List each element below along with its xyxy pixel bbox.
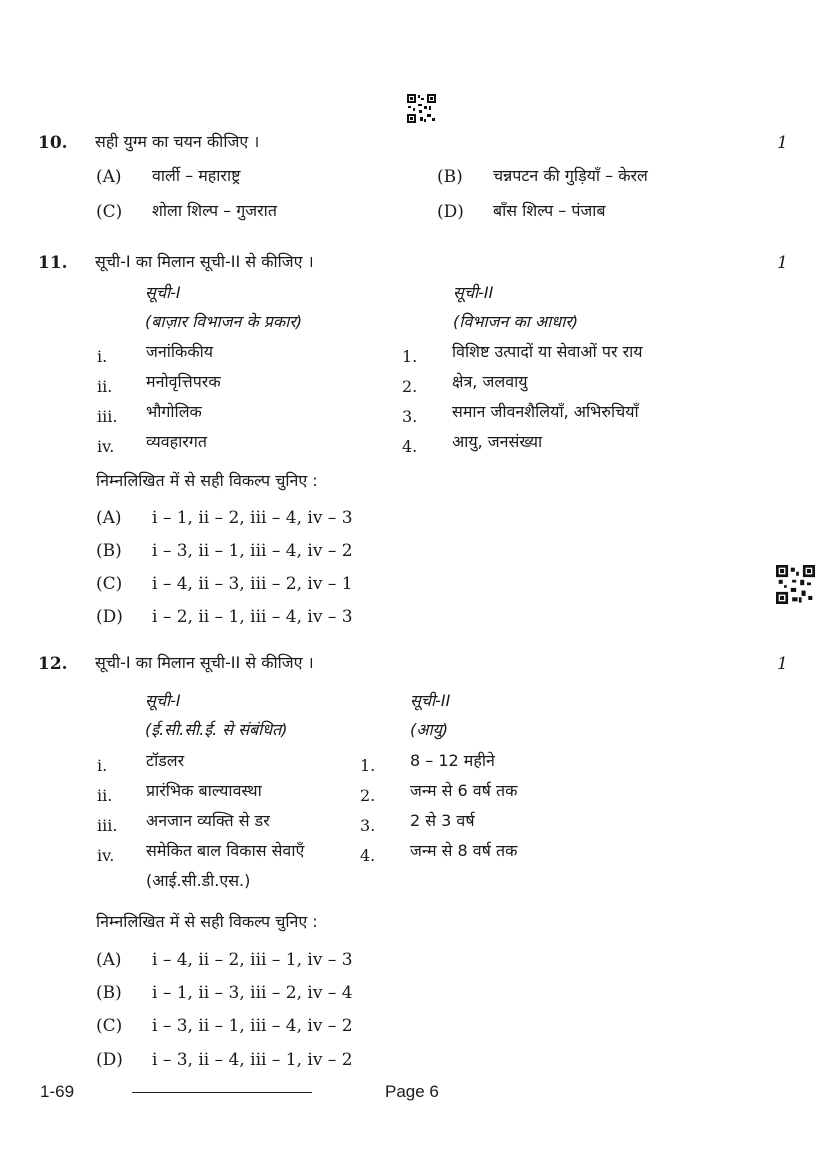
q12-option-c-label: (C) xyxy=(96,1016,123,1036)
q11-list1-title: सूची-I xyxy=(145,283,181,302)
q12-list1-title: सूची-I xyxy=(145,691,181,710)
q12-list1-num: i. xyxy=(97,756,108,775)
q10-option-b-text: चन्नपटन की गुड़ियाँ – केरल xyxy=(493,166,648,185)
q11-option-d-label: (D) xyxy=(96,607,123,627)
q11-list1-item: व्यवहारगत xyxy=(146,432,207,451)
q11-list1-num: iv. xyxy=(97,437,115,456)
q11-list2-num: 1. xyxy=(402,347,418,366)
q12-list1-item: अनजान व्यक्ति से डर xyxy=(146,811,270,830)
q11-list1-item: भौगोलिक xyxy=(146,402,202,421)
q12-option-b-label: (B) xyxy=(96,983,122,1003)
q10-marks: 1 xyxy=(777,133,788,153)
q12-option-d-label: (D) xyxy=(96,1050,123,1070)
q12-list2-item: जन्म से 6 वर्ष तक xyxy=(410,781,518,800)
q11-option-a-text: i – 1, ii – 2, iii – 4, iv – 3 xyxy=(152,508,353,528)
q11-option-b-text: i – 3, ii – 1, iii – 4, iv – 2 xyxy=(152,541,353,561)
q11-list2-item: क्षेत्र, जलवायु xyxy=(452,372,528,391)
q10-option-d-label: (D) xyxy=(437,202,464,222)
q11-list2-subtitle: (विभाजन का आधार) xyxy=(453,312,579,331)
q11-option-c-text: i – 4, ii – 3, iii – 2, iv – 1 xyxy=(152,574,353,594)
q11-instruction: निम्नलिखित में से सही विकल्प चुनिए : xyxy=(96,471,318,490)
q10-question-text: सही युग्म का चयन कीजिए । xyxy=(95,132,260,151)
q12-option-d-text: i – 3, ii – 4, iii – 1, iv – 2 xyxy=(152,1050,353,1070)
q12-list1-item: समेकित बाल विकास सेवाएँ xyxy=(146,841,305,860)
q12-option-b-text: i – 1, ii – 3, iii – 2, iv – 4 xyxy=(152,983,353,1003)
q11-list2-num: 4. xyxy=(402,437,418,456)
q12-option-a-text: i – 4, ii – 2, iii – 1, iv – 3 xyxy=(152,950,353,970)
q11-marks: 1 xyxy=(777,253,788,273)
q10-option-a-text: वार्ली – महाराष्ट्र xyxy=(152,166,241,185)
q11-list1-num: i. xyxy=(97,347,108,366)
q12-list1-subtitle: (ई.सी.सी.ई. से संबंधित) xyxy=(145,720,288,739)
qr-code-top xyxy=(407,94,436,123)
q10-option-a-label: (A) xyxy=(96,167,122,187)
q12-list1-item: टॉडलर xyxy=(146,751,185,770)
qr-code-side xyxy=(776,565,815,604)
footer-paper-code: 1-69 xyxy=(40,1082,75,1101)
q11-list1-subtitle: (बाज़ार विभाजन के प्रकार) xyxy=(145,312,303,331)
q11-list2-num: 2. xyxy=(402,377,418,396)
q11-option-c-label: (C) xyxy=(96,574,123,594)
q11-option-d-text: i – 2, ii – 1, iii – 4, iv – 3 xyxy=(152,607,353,627)
q11-list1-item: जनांकिकीय xyxy=(146,342,214,361)
q12-list2-item: 2 से 3 वर्ष xyxy=(410,811,475,830)
q12-list1-item-continuation: (आई.सी.डी.एस.) xyxy=(146,871,251,890)
q11-list1-num: iii. xyxy=(97,407,118,426)
q12-list2-num: 4. xyxy=(360,846,376,865)
q12-list2-subtitle: (आयु) xyxy=(410,720,449,739)
q11-option-a-label: (A) xyxy=(96,508,122,528)
q12-list2-item: 8 – 12 महीने xyxy=(410,751,495,770)
q12-list1-num: ii. xyxy=(97,786,113,805)
q12-list1-num: iii. xyxy=(97,816,118,835)
q11-list2-item: आयु, जनसंख्या xyxy=(452,432,543,451)
q12-list2-num: 1. xyxy=(360,756,376,775)
q12-marks: 1 xyxy=(777,654,788,674)
q11-question-text: सूची-I का मिलान सूची-II से कीजिए । xyxy=(95,252,314,271)
q12-list2-item: जन्म से 8 वर्ष तक xyxy=(410,841,518,860)
q12-option-a-label: (A) xyxy=(96,950,122,970)
q11-number: 11. xyxy=(38,253,68,273)
q12-instruction: निम्नलिखित में से सही विकल्प चुनिए : xyxy=(96,912,318,931)
q11-list2-title: सूची-II xyxy=(453,283,494,302)
q10-option-d-text: बाँस शिल्प – पंजाब xyxy=(493,201,606,220)
q12-list2-title: सूची-II xyxy=(410,691,451,710)
q12-question-text: सूची-I का मिलान सूची-II से कीजिए । xyxy=(95,653,314,672)
q10-number: 10. xyxy=(38,133,68,153)
q11-list2-num: 3. xyxy=(402,407,418,426)
q11-list1-num: ii. xyxy=(97,377,113,396)
q12-option-c-text: i – 3, ii – 1, iii – 4, iv – 2 xyxy=(152,1016,353,1036)
q11-list2-item: विशिष्ट उत्पादों या सेवाओं पर राय xyxy=(452,342,643,361)
q12-list1-num: iv. xyxy=(97,846,115,865)
footer-page-number: Page 6 xyxy=(385,1082,439,1101)
q12-list2-num: 2. xyxy=(360,786,376,805)
footer-rule xyxy=(132,1092,312,1093)
q10-option-b-label: (B) xyxy=(437,167,463,187)
q12-number: 12. xyxy=(38,654,68,674)
q11-option-b-label: (B) xyxy=(96,541,122,561)
q11-list2-item: समान जीवनशैलियाँ, अभिरुचियाँ xyxy=(452,402,639,421)
q12-list1-item: प्रारंभिक बाल्यावस्था xyxy=(146,781,262,800)
q11-list1-item: मनोवृत्तिपरक xyxy=(146,372,221,391)
q10-option-c-label: (C) xyxy=(96,202,123,222)
q12-list2-num: 3. xyxy=(360,816,376,835)
q10-option-c-text: शोला शिल्प – गुजरात xyxy=(152,201,277,220)
